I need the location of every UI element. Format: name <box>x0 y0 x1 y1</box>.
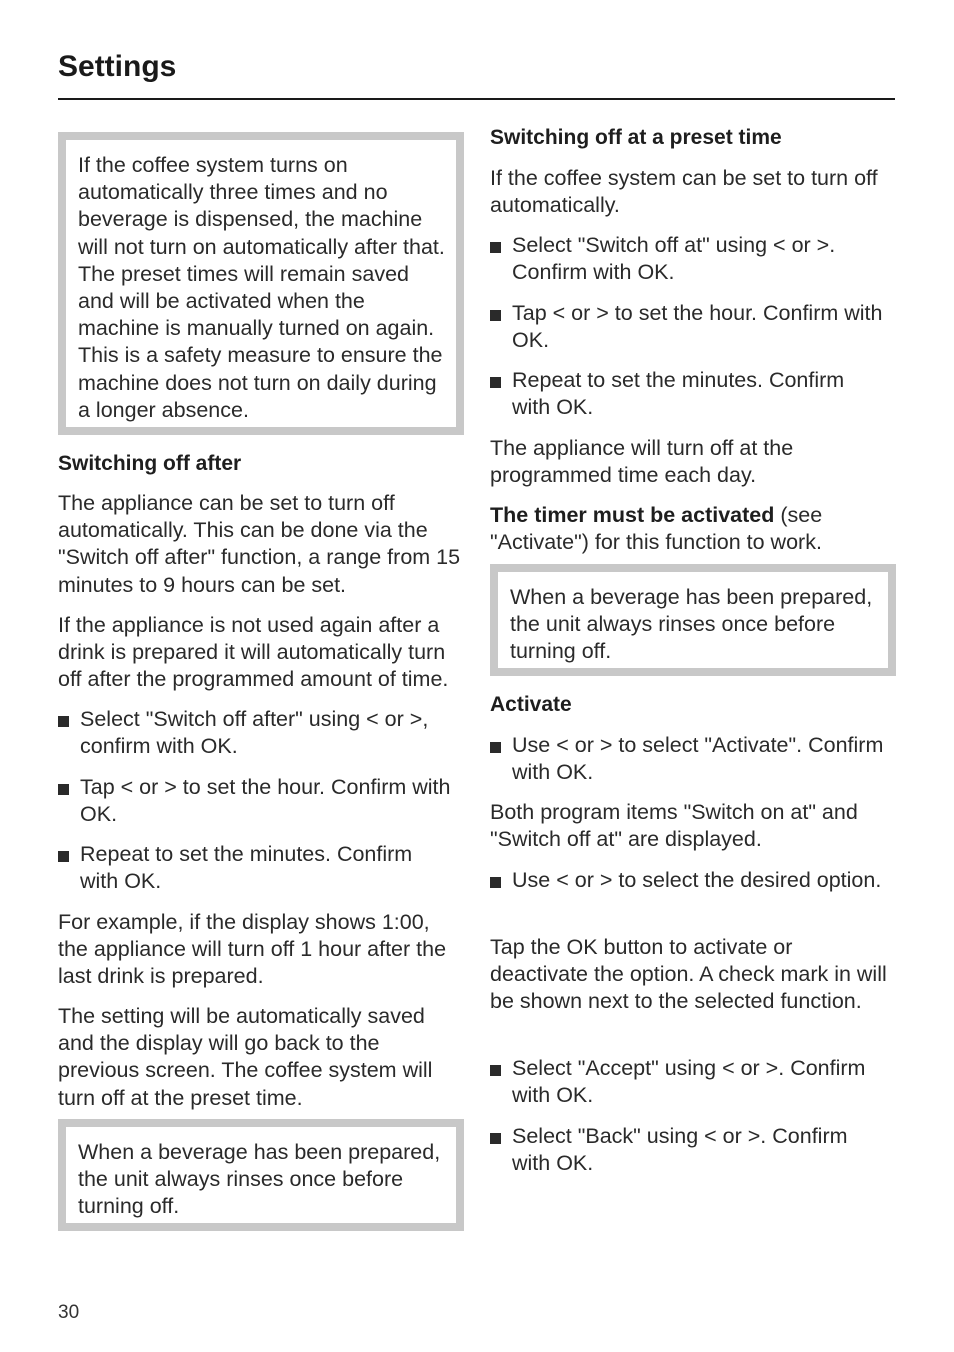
bullet-square-icon <box>58 851 69 862</box>
bullet-square-icon <box>490 242 501 253</box>
bullet-square-icon <box>490 377 501 388</box>
list-item-text: Select "Switch off at" using < or >. Confirm with OK. <box>512 233 836 285</box>
note-box-auto-on-text: If the coffee system turns on automatically three times and no beverage is dispensed, the machine will not turn on automatically after that. The preset times will remain saved and will be activated when the machine is manually turned on again. This is a safety measure to ensure the machine does not turn on daily during a longer absence. <box>78 153 445 422</box>
note-box-rinse <box>58 1119 464 1231</box>
list-item <box>58 706 453 760</box>
paragraph: If the coffee system can be set to turn off automatically. <box>490 166 878 218</box>
list-item <box>490 232 885 286</box>
list-item-text: Tap < or > to set the hour. Confirm with OK. <box>80 775 451 827</box>
list-item-text: Repeat to set the minutes. Confirm with OK. <box>80 842 413 894</box>
list-item <box>58 774 453 828</box>
page-number: 30 <box>58 1302 80 1323</box>
heading-activate: Activate <box>490 693 572 716</box>
list-item <box>490 867 885 894</box>
timer-note-bold: The timer must be activated <box>490 503 775 527</box>
paragraph: Both program items "Switch on at" and "Switch off at" are displayed. <box>490 800 858 852</box>
bullet-square-icon <box>490 742 501 753</box>
list-item-text: Use < or > to select "Activate". Confirm with OK. <box>512 733 884 785</box>
bullet-square-icon <box>490 310 501 321</box>
heading-switching-off-preset: Switching off at a preset time <box>490 126 782 149</box>
list-item-text: Repeat to set the minutes. Confirm with OK. <box>512 368 845 420</box>
paragraph: The setting will be automatically saved and the display will go back to the previous screen. The coffee system will turn off at the preset time. <box>58 1004 433 1110</box>
page-title: Settings <box>58 50 177 83</box>
bullet-square-icon <box>58 784 69 795</box>
list-item <box>490 367 885 421</box>
bullet-square-icon <box>490 877 501 888</box>
list-item-text: Use < or > to select the desired option. <box>512 868 882 892</box>
list-item <box>58 841 453 895</box>
paragraph: If the appliance is not used again after a drink is prepared it will automatically turn off after the programmed amount of time. <box>58 613 449 692</box>
bullet-square-icon <box>58 716 69 727</box>
list-item <box>490 732 885 786</box>
timer-note <box>490 502 895 556</box>
paragraph: Tap the OK button to activate or deactivate the option. A check mark in will be shown next to the selected function. <box>490 935 887 1014</box>
paragraph: For example, if the display shows 1:00, the appliance will turn off 1 hour after the last drink is prepared. <box>58 910 447 989</box>
list-item <box>490 1123 885 1177</box>
bullet-square-icon <box>490 1065 501 1076</box>
note-box-rinse-right <box>490 564 896 676</box>
list-item-text: Select "Back" using < or >. Confirm with OK. <box>512 1124 848 1176</box>
list-item-text: Tap < or > to set the hour. Confirm with OK. <box>512 301 883 353</box>
paragraph: The appliance will turn off at the programmed time each day. <box>490 436 794 488</box>
bullet-square-icon <box>490 1133 501 1144</box>
note-box-auto-on <box>58 132 464 435</box>
list-item-text: Select "Switch off after" using < or >, confirm with OK. <box>80 707 429 759</box>
paragraph: The appliance can be set to turn off automatically. This can be done via the "Switch off after" function, a range from 15 minutes to 9 hours can be set. <box>58 491 461 597</box>
timer-note-rest: (see "Activate") for this function to work. <box>490 503 823 555</box>
list-item <box>490 300 885 354</box>
note-box-rinse-right-text: When a beverage has been prepared, the unit always rinses once before turning off. <box>510 585 873 664</box>
title-rule <box>58 98 895 100</box>
heading-switching-off-after: Switching off after <box>58 452 242 475</box>
note-box-rinse-text: When a beverage has been prepared, the unit always rinses once before turning off. <box>78 1140 441 1219</box>
list-item-text: Select "Accept" using < or >. Confirm with OK. <box>512 1056 866 1108</box>
list-item <box>490 1055 885 1109</box>
